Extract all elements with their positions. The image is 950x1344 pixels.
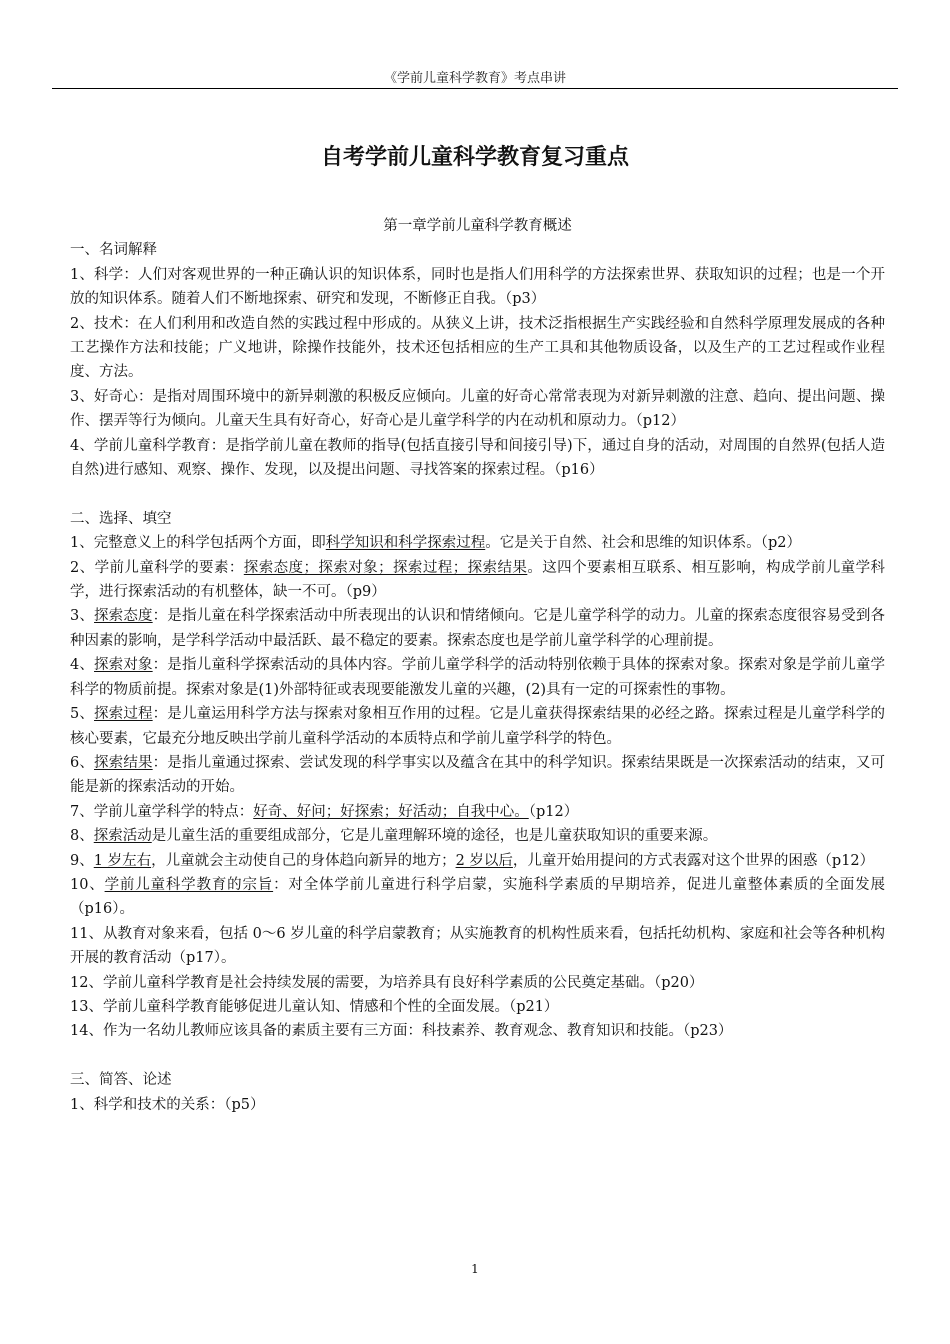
underlined-answer: 2 岁以后	[455, 852, 513, 869]
fill-in-item: 14、作为一名幼儿教师应该具备的素质主要有三方面：科技素养、教育观念、教育知识和技能。（p23）	[70, 1023, 733, 1040]
underlined-answer: 探索态度	[94, 608, 153, 625]
underlined-answer: 探索结果	[94, 754, 153, 771]
fill-in-item: 1、完整意义上的科学包括两个方面，即科学知识和科学探索过程。它是关于自然、社会和思维的知识体系。（p2）	[70, 535, 801, 552]
chapter-heading: 第一章学前儿童科学教育概述	[383, 218, 572, 234]
section-heading: 二、选择、填空	[70, 510, 172, 527]
fill-in-item: 3、探索态度：是指儿童在科学探索活动中所表现出的认识和情绪倾向。它是儿童学科学的动力。儿童的探索态度很容易受到各种因素的影响，是学科学活动中最活跃、最不稳定的要素。探索态度也是学前儿童学科学的心理前提。	[70, 608, 885, 649]
section-heading: 一、名词解释	[70, 242, 157, 259]
definition-item: 3、好奇心：是指对周围环境中的新异刺激的积极反应倾向。儿童的好奇心常常表现为对新异刺激的注意、趋向、提出问题、操作、摆弄等行为倾向。儿童天生具有好奇心，好奇心是儿童学科学的内在动机和原动力。（p12）	[70, 388, 885, 430]
underlined-answer: 探索对象	[94, 657, 153, 674]
underlined-answer: 好奇、好问；好探索；好活动；自我中心。	[253, 803, 529, 820]
running-header: 《学前儿童科学教育》考点串讲	[383, 71, 566, 86]
underlined-answer: 学前儿童科学教育的宗旨	[104, 876, 274, 893]
underlined-answer: 科学知识和科学探索过程	[325, 535, 486, 552]
underlined-answer: 探索过程	[94, 706, 153, 723]
definition-item: 1、科学：人们对客观世界的一种正确认识的知识体系，同时也是指人们用科学的方法探索世界、获取知识的过程；也是一个开放的知识体系。随着人们不断地探索、研究和发现，不断修正自我。（p3）	[70, 266, 885, 308]
fill-in-item: 11、从教育对象来看，包括 0～6 岁儿童的科学启蒙教育；从实施教育的机构性质来看，包括托幼机构、家庭和社会等各种机构开展的教育活动（p17）。	[70, 925, 885, 967]
underlined-answer: 探索态度；探索对象；探索过程；探索结果	[243, 559, 528, 576]
fill-in-item: 13、学前儿童科学教育能够促进儿童认知、情感和个性的全面发展。（p21）	[70, 998, 559, 1015]
spacer	[70, 1044, 885, 1068]
fill-in-item: 8、探索活动是儿童生活的重要组成部分，它是儿童理解环境的途径，也是儿童获取知识的重要来源。	[70, 828, 718, 845]
spacer	[70, 482, 885, 506]
document-body	[70, 214, 885, 1117]
section-heading: 三、简答、论述	[70, 1072, 172, 1089]
definition-item: 4、学前儿童科学教育：是指学前儿童在教师的指导(包括直接引导和间接引导)下，通过自身的活动，对周围的自然界(包括人造自然)进行感知、观察、操作、发现，以及提出问题、寻找答案的探索过程。（p16）	[70, 437, 885, 479]
fill-in-item: 9、1 岁左右，儿童就会主动使自己的身体趋向新异的地方；2 岁以后，儿童开始用提问的方式表露对这个世界的困惑（p12）	[70, 852, 875, 869]
document-title: 自考学前儿童科学教育复习重点	[320, 145, 629, 170]
page-number: 1	[471, 1262, 479, 1276]
fill-in-item: 7、学前儿童学科学的特点：好奇、好问；好探索；好活动；自我中心。（p12）	[70, 803, 579, 820]
fill-in-item: 4、探索对象：是指儿童科学探索活动的具体内容。学前儿童学科学的活动特别依赖于具体的探索对象。探索对象是学前儿童学科学的物质前提。探索对象是(1)外部特征或表现要能激发儿童的兴趣，(2)具有一定的可探索性的事物。	[70, 657, 885, 698]
fill-in-item: 10、学前儿童科学教育的宗旨：对全体学前儿童进行科学启蒙，实施科学素质的早期培养，促进儿童整体素质的全面发展（p16）。	[70, 876, 886, 918]
fill-in-item: 5、探索过程：是儿童运用科学方法与探索对象相互作用的过程。它是儿童获得探索结果的必经之路。探索过程是儿童学科学的核心要素，它最充分地反映出学前儿童科学活动的本质特点和学前儿童学科学的特色。	[70, 706, 885, 747]
underlined-answer: 探索活动	[93, 828, 152, 845]
header-rule	[52, 88, 898, 89]
definition-item: 2、技术：在人们利用和改造自然的实践过程中形成的。从狭义上讲，技术泛指根据生产实践经验和自然科学原理发展成的各种工艺操作方法和技能；广义地讲，除操作技能外，技术还包括相应的生产工具和其他物质设备，以及生产的工艺过程或作业程度、方法。	[70, 315, 885, 381]
essay-item: 1、科学和技术的关系：（p5）	[70, 1096, 265, 1113]
underlined-answer: 1 岁左右	[93, 852, 152, 869]
fill-in-item: 2、学前儿童科学的要素：探索态度；探索对象；探索过程；探索结果。这四个要素相互联系、相互影响，构成学前儿童学科学，进行探索活动的有机整体，缺一不可。（p9）	[70, 559, 886, 601]
fill-in-item: 6、探索结果：是指儿童通过探索、尝试发现的科学事实以及蕴含在其中的科学知识。探索结果既是一次探索活动的结束，又可能是新的探索活动的开始。	[70, 754, 885, 796]
fill-in-item: 12、学前儿童科学教育是社会持续发展的需要，为培养具有良好科学素质的公民奠定基础。（p20）	[70, 974, 704, 991]
